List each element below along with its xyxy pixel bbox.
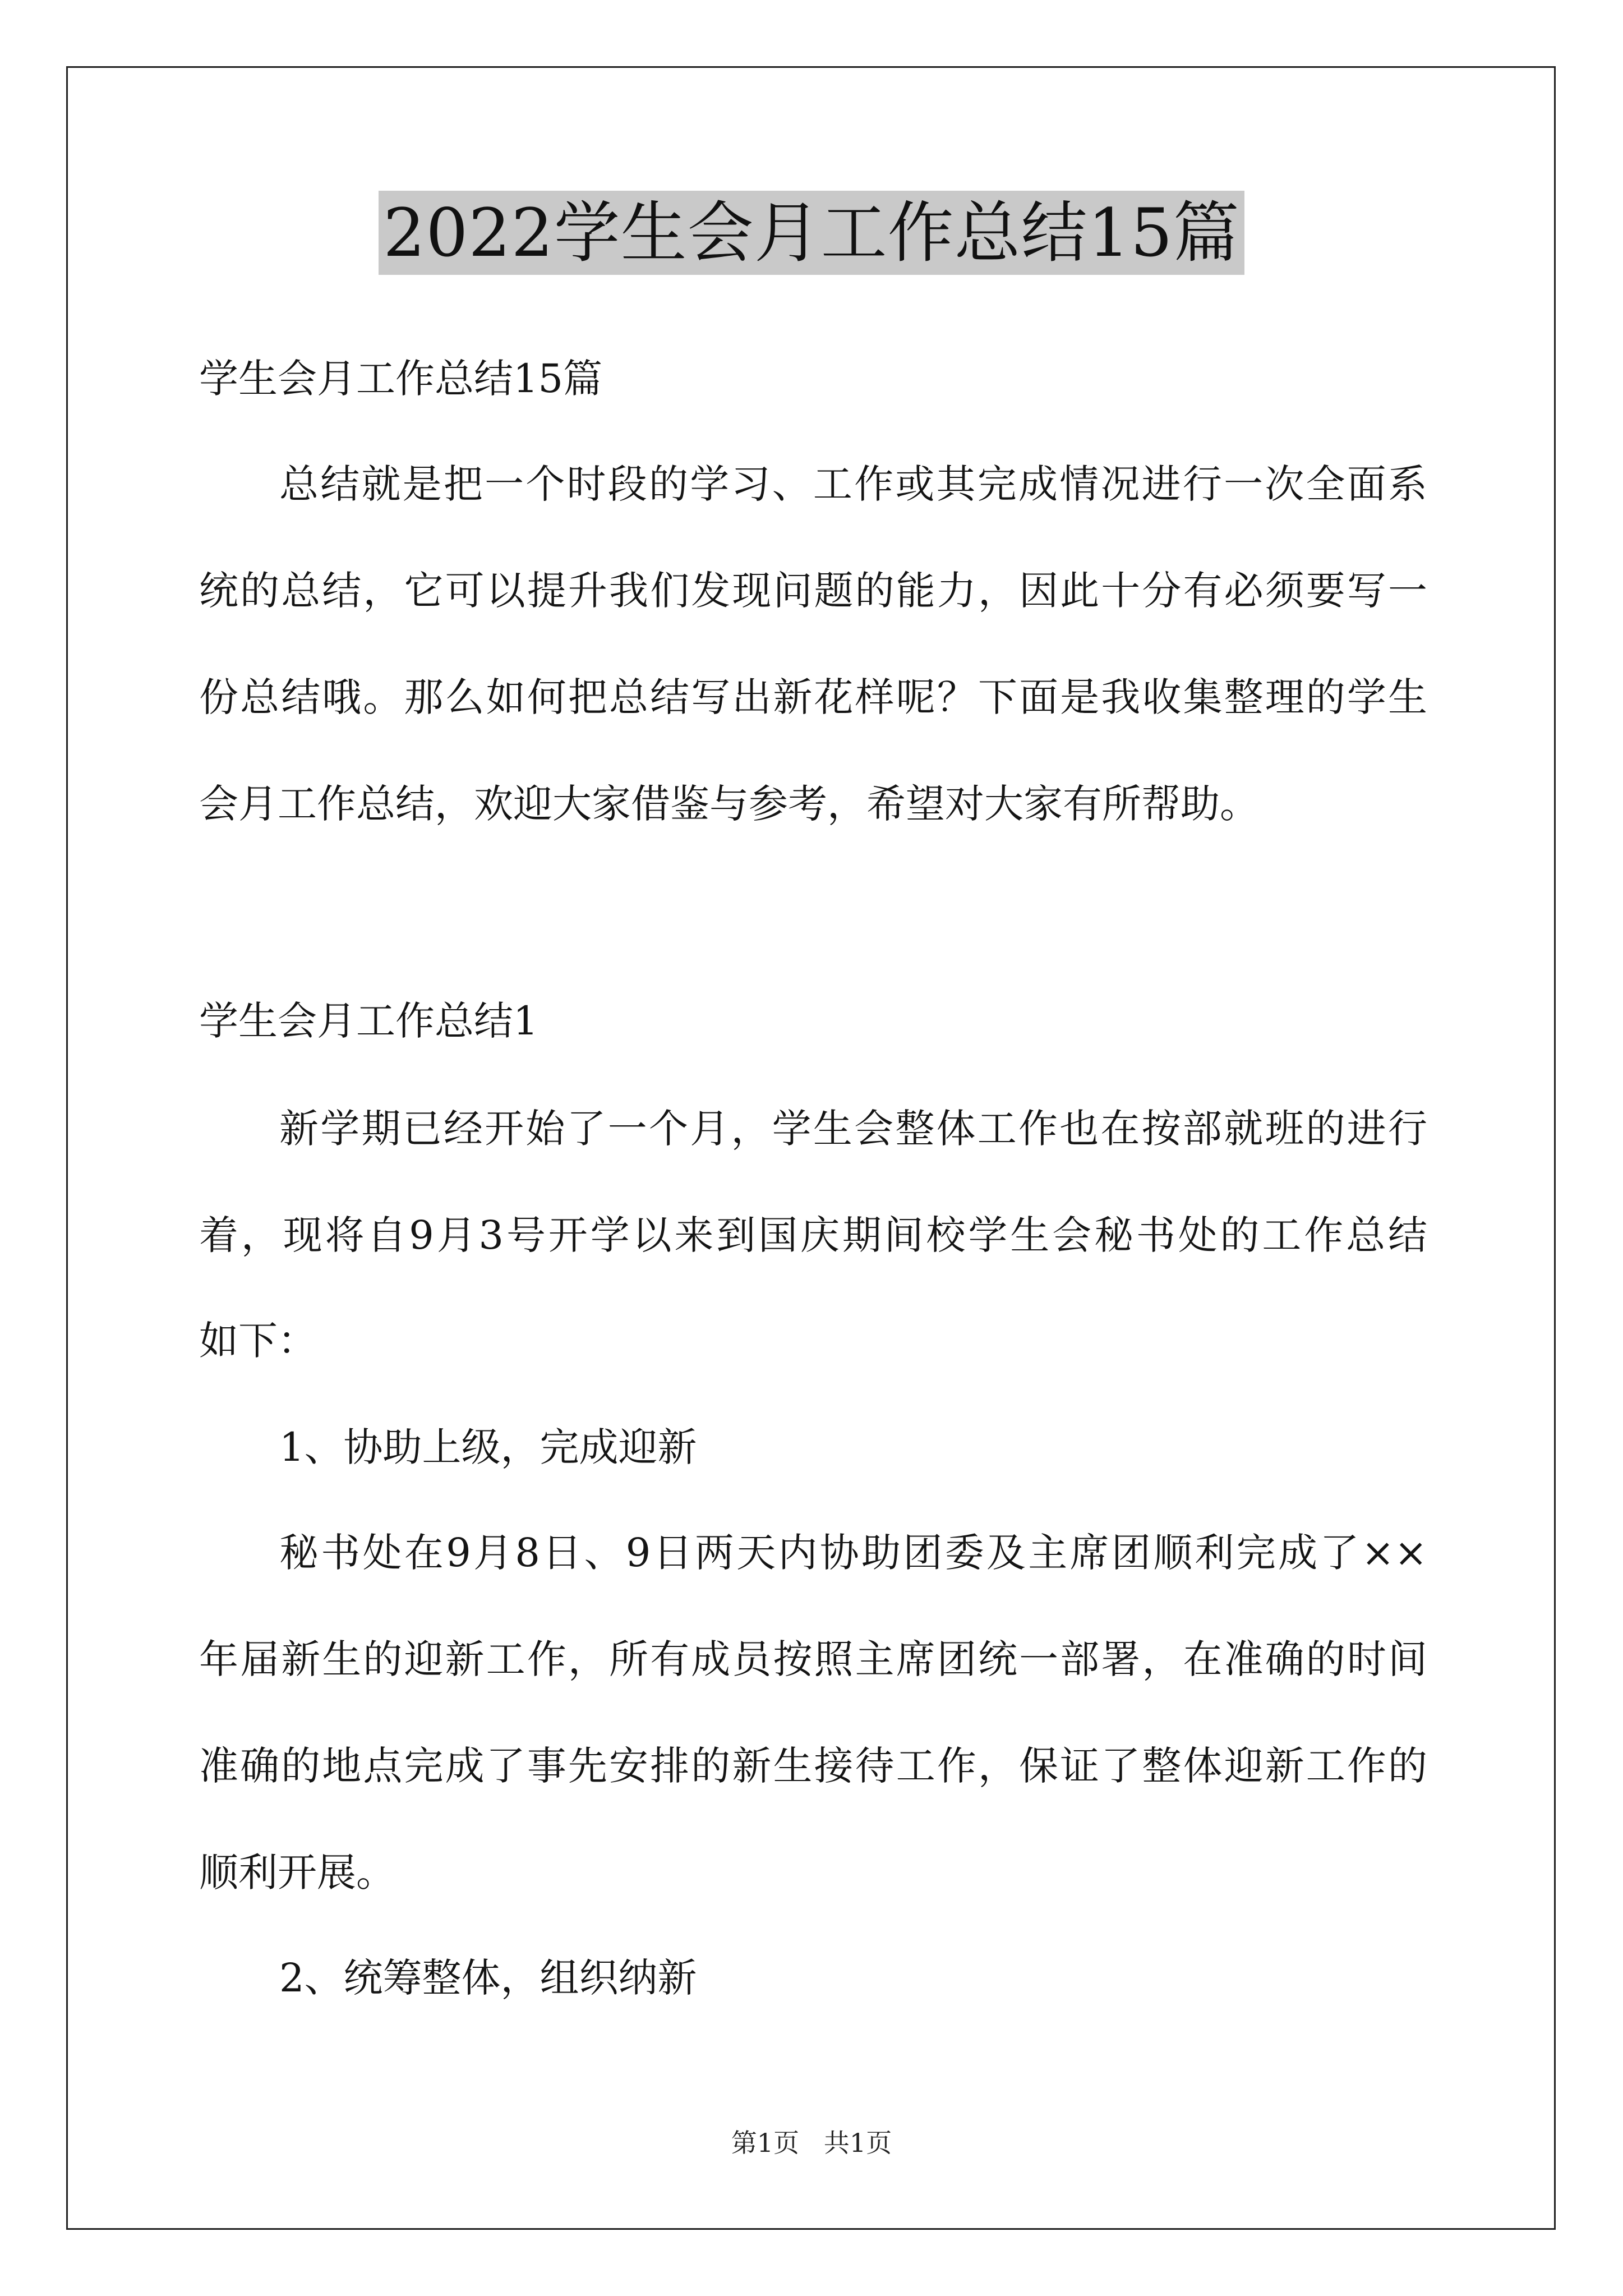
intro-line: 总结就是把一个时段的学习、工作或其完成情况进行一次全面系 [279,461,1427,507]
intro-line: 份总结哦。那么如何把总结写出新花样呢？下面是我收集整理的学生 [199,674,1427,720]
item-paragraph-line: 顺利开展。 [199,1849,395,1895]
document-subtitle: 学生会月工作总结15篇 [199,356,603,402]
intro-line: 会月工作总结，欢迎大家借鉴与参考，希望对大家有所帮助。 [199,781,1259,827]
item-heading: 1、协助上级，完成迎新 [279,1424,697,1470]
document-title: 2022学生会月工作总结15篇 [379,191,1244,275]
section-intro-line: 着，现将自9月3号开学以来到国庆期间校学生会秘书处的工作总结 [199,1212,1427,1258]
section-intro-line: 新学期已经开始了一个月，学生会整体工作也在按部就班的进行 [279,1106,1427,1152]
item-paragraph-line: 准确的地点完成了事先安排的新生接待工作，保证了整体迎新工作的 [199,1743,1427,1789]
section-heading: 学生会月工作总结1 [199,998,538,1044]
intro-line: 统的总结，它可以提升我们发现问题的能力，因此十分有必须要写一 [199,568,1427,614]
item-paragraph-line: 秘书处在9月8日、9日两天内协助团委及主席团顺利完成了×× [279,1530,1427,1576]
item-paragraph-line: 年届新生的迎新工作，所有成员按照主席团统一部署，在准确的时间 [199,1636,1427,1682]
title-container [0,191,1623,275]
section-intro-line: 如下： [199,1318,317,1364]
page-number: 第1页 共1页 [731,2128,892,2158]
item-heading: 2、统筹整体，组织纳新 [279,1955,697,2001]
